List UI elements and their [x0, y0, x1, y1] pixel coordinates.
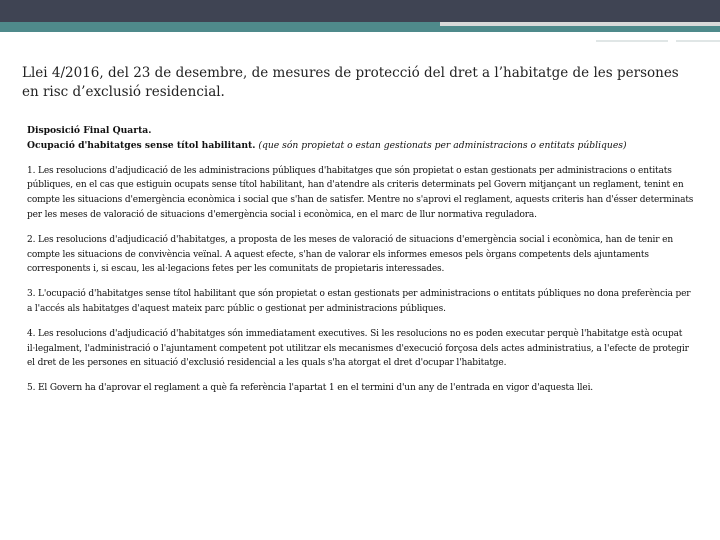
paragraph-4: 4. Les resolucions d'adjudicació d'habitatges són immediatament executives. Si les resolucions no es poden executar perquè l'habitatge està ocupat il·legalment, l'administració o l'ajuntament competent pot utilitzar els mecanismes d'execució forçosa dels actes administratius, a l'efecte de protegir el dret de les persones en situació d'exclusió residencial a les quals s'ha atorgat el dret d'ocupar l'habitatge. — [27, 328, 689, 369]
header-highlight-strip — [440, 22, 720, 26]
disposition-subheading: Ocupació d'habitatges sense títol habilitant. — [27, 139, 256, 151]
paragraph-5: 5. El Govern ha d'aprovar el reglament a què fa referència l'apartat 1 en el termini d'un any de l'entrada en vigor d'aquesta llei. — [27, 383, 594, 394]
paragraph-1: 1. Les resolucions d'adjudicació de les administracions públiques d'habitatges que són propietat o estan gestionats per administracions o entitats públiques, en el cas que estiguin ocupats sense títol habilitant, han d'atendre als criteris determinats pel Govern mitjançant un reglament, tenint en compte les situacions d'emergència econòmica i social que s'han de satisfer. Mentre no s'aprovi el reglament, aquests criteris han d'ésser determinats per les meses de valoració de situacions d'emergència social i econòmica, en el marc de llur normativa reguladora. — [27, 165, 694, 220]
slide-title: Llei 4/2016, del 23 de desembre, de mesures de protecció del dret a l’habitatge de les persones en risc d’exclusió residencial. — [22, 65, 679, 100]
disposition-heading: Disposició Final Quarta. — [27, 125, 152, 136]
disposition-subheading-note: (que són propietat o estan gestionats per administracions o entitats públiques) — [258, 139, 627, 151]
decorative-rule — [596, 40, 668, 42]
paragraph-2: 2. Les resolucions d'adjudicació d'habitatges, a proposta de les meses de valoració de situacions d'emergència social i econòmica, han de tenir en compte les situacions de convivència veïnal. A aquest efecte, s'han de valorar els informes emesos pels òrgans competents dels ajuntaments corresponents i, si escau, les al·legacions fetes per les comunitats de propietaris interessades. — [27, 234, 673, 275]
slide-content — [27, 124, 697, 406]
paragraph-3: 3. L'ocupació d'habitatges sense títol habilitant que són propietat o estan gestionats per administracions o entitats públiques no dona preferència per a l'accés als habitatges d'aquest mateix parc públic o gestionat per administracions públiques. — [27, 289, 691, 314]
decorative-rule-2 — [676, 40, 720, 42]
header-bar — [0, 0, 720, 22]
